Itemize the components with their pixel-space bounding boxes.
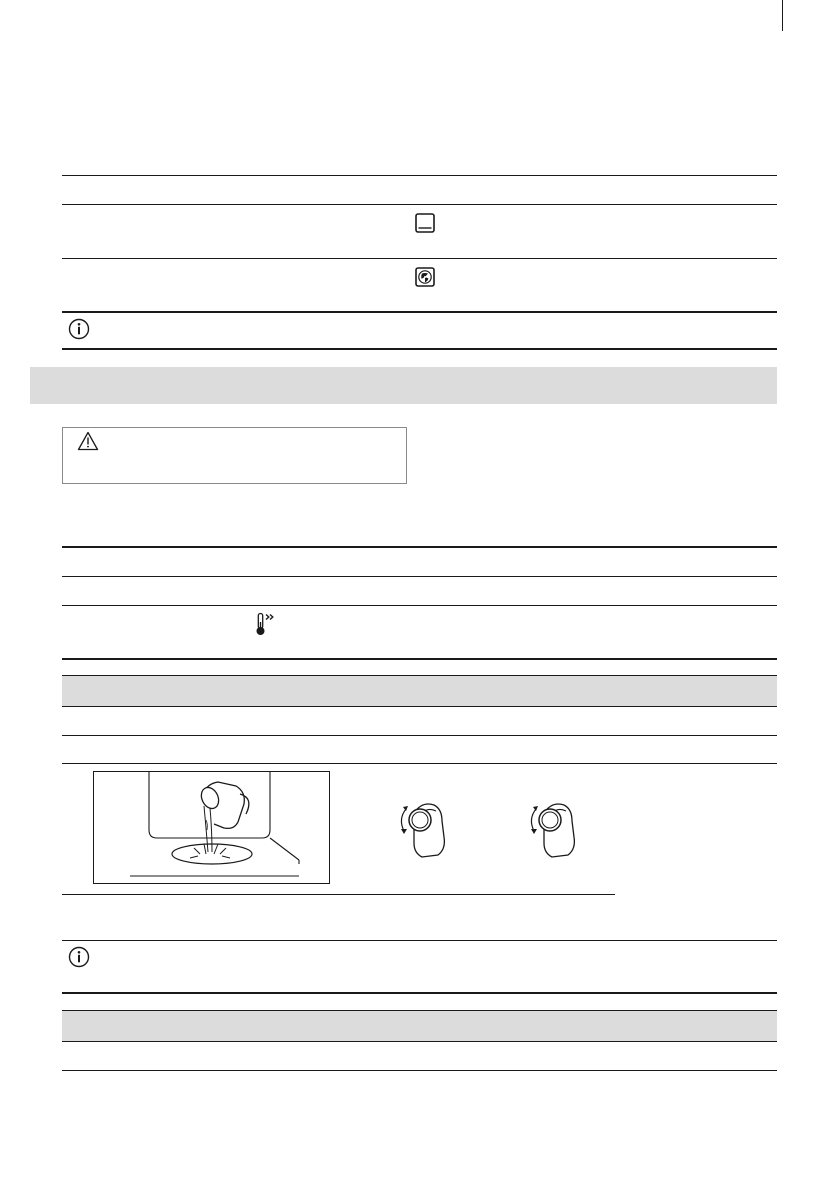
- table-rule: [62, 258, 777, 259]
- table-rule: [62, 706, 777, 707]
- info-icon: [68, 318, 90, 345]
- table-rule: [62, 735, 777, 736]
- note-rule: [62, 940, 777, 941]
- table-rule: [62, 204, 777, 205]
- crop-mark: [782, 0, 783, 31]
- table-header-band: [62, 676, 777, 706]
- note-rule: [62, 992, 777, 994]
- table-rule: [62, 1070, 777, 1071]
- table-rule: [62, 576, 777, 577]
- table-header-band: [62, 1011, 777, 1041]
- fast-heat-up-icon: [253, 612, 277, 643]
- table-header-rule: [62, 546, 777, 548]
- note-rule: [62, 311, 777, 313]
- table-rule: [62, 763, 777, 764]
- table-rule: [62, 605, 777, 606]
- note-rule: [62, 348, 777, 350]
- rotate-knob-icon: [392, 793, 450, 864]
- section-heading-band: [30, 367, 777, 404]
- rotate-knob-icon: [522, 793, 580, 864]
- table-rule: [62, 1041, 777, 1042]
- fan-symbol-icon: [414, 266, 436, 293]
- info-icon: [68, 946, 90, 973]
- warning-box: [62, 427, 407, 484]
- pour-water-illustration: [93, 771, 330, 884]
- table-rule: [62, 658, 777, 660]
- warning-triangle-icon: [77, 431, 99, 456]
- table-rule: [62, 175, 777, 176]
- table-rule: [62, 894, 615, 895]
- oven-light-icon: [414, 212, 436, 239]
